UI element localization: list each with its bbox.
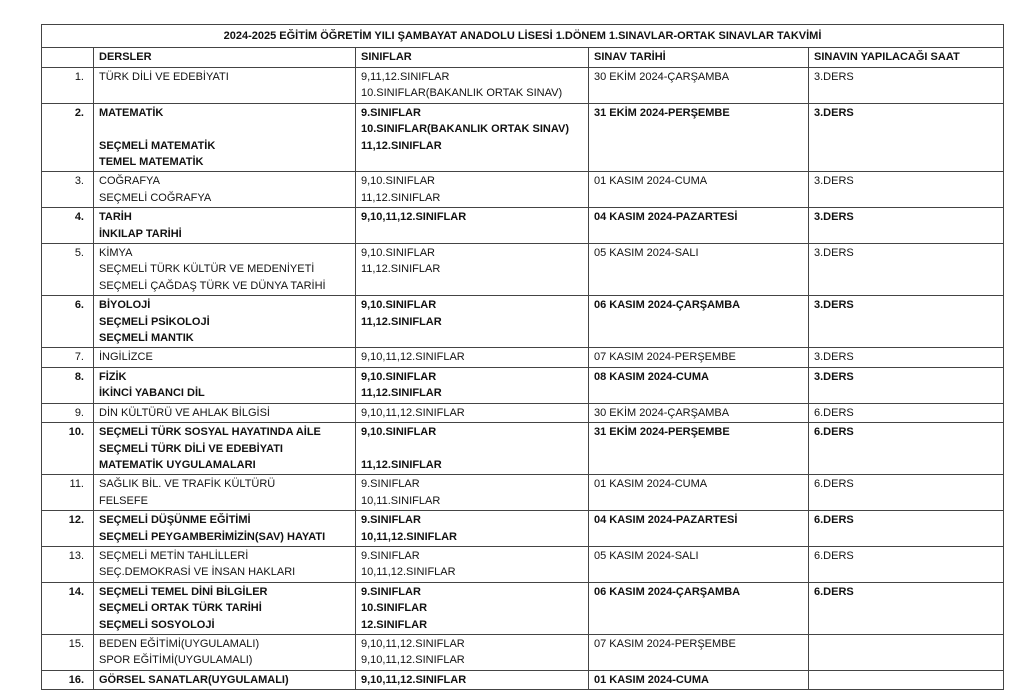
table-header-row <box>42 48 1004 68</box>
row-number: 2. <box>42 103 94 172</box>
course-name: SEÇMELİ ÇAĞDAŞ TÜRK VE DÜNYA TARİHİ <box>99 279 326 292</box>
course-name: FİZİK <box>99 370 127 383</box>
course-name: İKİNCİ YABANCI DİL <box>99 387 205 400</box>
course-name: SEÇMELİ PEYGAMBERİMİZİN(SAV) HAYATI <box>99 530 326 543</box>
table-row <box>42 634 1004 670</box>
row-number: 15. <box>42 634 94 670</box>
exam-period: 3.DERS <box>809 103 1004 172</box>
row-number: 4. <box>42 208 94 244</box>
header-sinav-tarihi: SINAV TARİHİ <box>589 48 809 68</box>
course-name <box>99 85 350 101</box>
table-row <box>42 208 1004 244</box>
row-number: 16. <box>42 670 94 689</box>
classes-cell <box>356 423 589 475</box>
class-group: 10.SINIFLAR(BAKANLIK ORTAK SINAV) <box>361 123 569 136</box>
exam-schedule-document <box>41 24 1003 690</box>
exam-date: 04 KASIM 2024-PAZARTESİ <box>589 208 809 244</box>
course-cell <box>94 367 356 403</box>
classes-cell <box>356 103 589 172</box>
course-cell <box>94 244 356 296</box>
header-siniflar: SINIFLAR <box>356 48 589 68</box>
table-row <box>42 68 1004 104</box>
exam-period: 6.DERS <box>809 423 1004 475</box>
table-row <box>42 403 1004 422</box>
class-group: 11,12.SINIFLAR <box>361 315 442 328</box>
row-number: 1. <box>42 68 94 104</box>
table-row <box>42 244 1004 296</box>
class-group: 9,10.SINIFLAR <box>361 299 437 312</box>
course-cell <box>94 475 356 511</box>
document-title: 2024-2025 EĞİTİM ÖĞRETİM YILI ŞAMBAYAT ANADOLU LİSESİ 1.DÖNEM 1.SINAVLAR-ORTAK SINAVLAR TAKVİMİ <box>42 25 1004 48</box>
classes-cell <box>356 296 589 348</box>
class-group: 9,10,11,12.SINIFLAR <box>361 673 467 686</box>
class-group: 11,12.SINIFLAR <box>361 191 441 204</box>
exam-period: 6.DERS <box>809 546 1004 582</box>
classes-cell <box>356 634 589 670</box>
class-group: 9,10,11,12.SINIFLAR <box>361 351 465 364</box>
class-group: 10,11.SINIFLAR <box>361 494 441 507</box>
table-row <box>42 511 1004 547</box>
classes-cell <box>356 208 589 244</box>
exam-period: 3.DERS <box>809 244 1004 296</box>
course-name: SPOR EĞİTİMİ(UYGULAMALI) <box>99 654 253 667</box>
classes-cell <box>356 670 589 689</box>
exam-period: 3.DERS <box>809 68 1004 104</box>
class-group: 9,10.SINIFLAR <box>361 370 437 383</box>
classes-cell <box>356 475 589 511</box>
exam-date: 07 KASIM 2024-PERŞEMBE <box>589 634 809 670</box>
exam-schedule-table <box>41 24 1004 690</box>
row-number: 10. <box>42 423 94 475</box>
course-name: SEÇMELİ TEMEL DİNİ BİLGİLER <box>99 585 268 598</box>
exam-date: 01 KASIM 2024-CUMA <box>589 172 809 208</box>
class-group: 9,10,11,12.SINIFLAR <box>361 637 465 650</box>
exam-date: 06 KASIM 2024-ÇARŞAMBA <box>589 296 809 348</box>
class-group: 9,10,11,12.SINIFLAR <box>361 406 465 419</box>
course-name: KİMYA <box>99 247 133 260</box>
table-row <box>42 296 1004 348</box>
course-cell <box>94 511 356 547</box>
course-cell <box>94 423 356 475</box>
class-group: 9,10,11,12.SINIFLAR <box>361 654 465 667</box>
table-row <box>42 348 1004 367</box>
course-cell <box>94 403 356 422</box>
exam-date: 06 KASIM 2024-ÇARŞAMBA <box>589 582 809 634</box>
class-group: 11,12.SINIFLAR <box>361 458 442 471</box>
class-group: 10.SINIFLAR <box>361 602 428 615</box>
classes-cell <box>356 582 589 634</box>
row-number: 13. <box>42 546 94 582</box>
class-group: 9.SINIFLAR <box>361 549 420 562</box>
course-name: SEÇMELİ METİN TAHLİLLERİ <box>99 549 249 562</box>
exam-period: 3.DERS <box>809 208 1004 244</box>
class-group: 9,11,12.SINIFLAR <box>361 71 450 83</box>
class-group: 11,12.SINIFLAR <box>361 263 441 276</box>
course-name: GÖRSEL SANATLAR(UYGULAMALI) <box>99 673 289 686</box>
course-cell <box>94 68 356 104</box>
class-group: 9,10.SINIFLAR <box>361 426 437 439</box>
class-group: 11,12.SINIFLAR <box>361 387 442 400</box>
course-name <box>99 121 350 137</box>
table-row <box>42 103 1004 172</box>
exam-date: 07 KASIM 2024-PERŞEMBE <box>589 348 809 367</box>
course-cell <box>94 634 356 670</box>
class-group: 9,10.SINIFLAR <box>361 247 435 260</box>
classes-cell <box>356 172 589 208</box>
row-number: 8. <box>42 367 94 403</box>
row-number: 7. <box>42 348 94 367</box>
course-name: SEÇMELİ DÜŞÜNME EĞİTİMİ <box>99 514 251 527</box>
classes-cell <box>356 348 589 367</box>
header-no <box>42 48 94 68</box>
exam-date: 31 EKİM 2024-PERŞEMBE <box>589 103 809 172</box>
course-name: SEÇMELİ MANTIK <box>99 332 194 345</box>
course-name: BİYOLOJİ <box>99 299 151 312</box>
classes-cell <box>356 546 589 582</box>
row-number: 11. <box>42 475 94 511</box>
class-group: 11,12.SINIFLAR <box>361 139 442 152</box>
class-group <box>361 441 583 457</box>
class-group: 9,10.SINIFLAR <box>361 175 435 188</box>
course-name: SEÇMELİ PSİKOLOJİ <box>99 315 210 328</box>
row-number: 12. <box>42 511 94 547</box>
course-name: TÜRK DİLİ VE EDEBİYATI <box>99 71 229 83</box>
course-name: SEÇ.DEMOKRASİ VE İNSAN HAKLARI <box>99 566 296 579</box>
course-name: SEÇMELİ SOSYOLOJİ <box>99 618 215 631</box>
table-row <box>42 367 1004 403</box>
table-row <box>42 172 1004 208</box>
course-cell <box>94 582 356 634</box>
course-name: SEÇMELİ TÜRK DİLİ VE EDEBİYATI <box>99 442 283 455</box>
table-row <box>42 475 1004 511</box>
class-group: 9.SINIFLAR <box>361 514 421 527</box>
course-name: DİN KÜLTÜRÜ VE AHLAK BİLGİSİ <box>99 406 270 419</box>
row-number: 3. <box>42 172 94 208</box>
classes-cell <box>356 403 589 422</box>
course-name: SEÇMELİ COĞRAFYA <box>99 191 212 204</box>
course-name: FELSEFE <box>99 494 148 507</box>
course-name: İNGİLİZCE <box>99 351 153 364</box>
course-name: SEÇMELİ MATEMATİK <box>99 139 216 152</box>
table-row <box>42 546 1004 582</box>
class-group: 9.SINIFLAR <box>361 106 421 119</box>
course-name: SAĞLIK BİL. VE TRAFİK KÜLTÜRÜ <box>99 478 276 491</box>
exam-date: 01 KASIM 2024-CUMA <box>589 475 809 511</box>
classes-cell <box>356 367 589 403</box>
exam-date: 05 KASIM 2024-SALI <box>589 244 809 296</box>
row-number: 9. <box>42 403 94 422</box>
exam-period: 6.DERS <box>809 511 1004 547</box>
table-row <box>42 670 1004 689</box>
course-name: MATEMATİK UYGULAMALARI <box>99 458 256 471</box>
row-number: 14. <box>42 582 94 634</box>
header-dersler: DERSLER <box>94 48 356 68</box>
course-name: TEMEL MATEMATİK <box>99 156 204 169</box>
exam-date: 01 KASIM 2024-CUMA <box>589 670 809 689</box>
exam-period: 6.DERS <box>809 403 1004 422</box>
course-name: SEÇMELİ TÜRK KÜLTÜR VE MEDENİYETİ <box>99 263 315 276</box>
exam-period: 3.DERS <box>809 367 1004 403</box>
course-cell <box>94 670 356 689</box>
table-row <box>42 423 1004 475</box>
exam-period: 3.DERS <box>809 172 1004 208</box>
course-cell <box>94 296 356 348</box>
course-cell <box>94 546 356 582</box>
classes-cell <box>356 244 589 296</box>
course-name: SEÇMELİ TÜRK SOSYAL HAYATINDA AİLE <box>99 426 321 439</box>
exam-date: 08 KASIM 2024-CUMA <box>589 367 809 403</box>
schedule-rows <box>42 68 1004 690</box>
exam-date: 05 KASIM 2024-SALI <box>589 546 809 582</box>
class-group: 9.SINIFLAR <box>361 478 420 491</box>
course-name: SEÇMELİ ORTAK TÜRK TARİHİ <box>99 602 262 615</box>
course-cell <box>94 208 356 244</box>
exam-date: 04 KASIM 2024-PAZARTESİ <box>589 511 809 547</box>
class-group: 10,11,12.SINIFLAR <box>361 566 456 579</box>
exam-date: 31 EKİM 2024-PERŞEMBE <box>589 423 809 475</box>
course-name: MATEMATİK <box>99 106 164 119</box>
header-sinav-saati: SINAVIN YAPILACAĞI SAAT <box>809 48 1004 68</box>
row-number: 6. <box>42 296 94 348</box>
course-cell <box>94 103 356 172</box>
class-group: 12.SINIFLAR <box>361 618 428 631</box>
class-group: 9.SINIFLAR <box>361 585 421 598</box>
course-name: BEDEN EĞİTİMİ(UYGULAMALI) <box>99 637 260 650</box>
exam-period: 6.DERS <box>809 582 1004 634</box>
class-group: 10,11,12.SINIFLAR <box>361 530 457 543</box>
row-number: 5. <box>42 244 94 296</box>
class-group: 10.SINIFLAR(BAKANLIK ORTAK SINAV) <box>361 87 563 100</box>
exam-period <box>809 634 1004 670</box>
course-cell <box>94 348 356 367</box>
exam-period <box>809 670 1004 689</box>
course-name: COĞRAFYA <box>99 175 160 188</box>
course-cell <box>94 172 356 208</box>
exam-date: 30 EKİM 2024-ÇARŞAMBA <box>589 403 809 422</box>
table-row <box>42 582 1004 634</box>
exam-period: 3.DERS <box>809 296 1004 348</box>
exam-date: 30 EKİM 2024-ÇARŞAMBA <box>589 68 809 104</box>
course-name: İNKILAP TARİHİ <box>99 227 182 240</box>
classes-cell <box>356 68 589 104</box>
course-name: TARİH <box>99 211 132 224</box>
classes-cell <box>356 511 589 547</box>
class-group: 9,10,11,12.SINIFLAR <box>361 211 467 224</box>
exam-period: 3.DERS <box>809 348 1004 367</box>
exam-period: 6.DERS <box>809 475 1004 511</box>
